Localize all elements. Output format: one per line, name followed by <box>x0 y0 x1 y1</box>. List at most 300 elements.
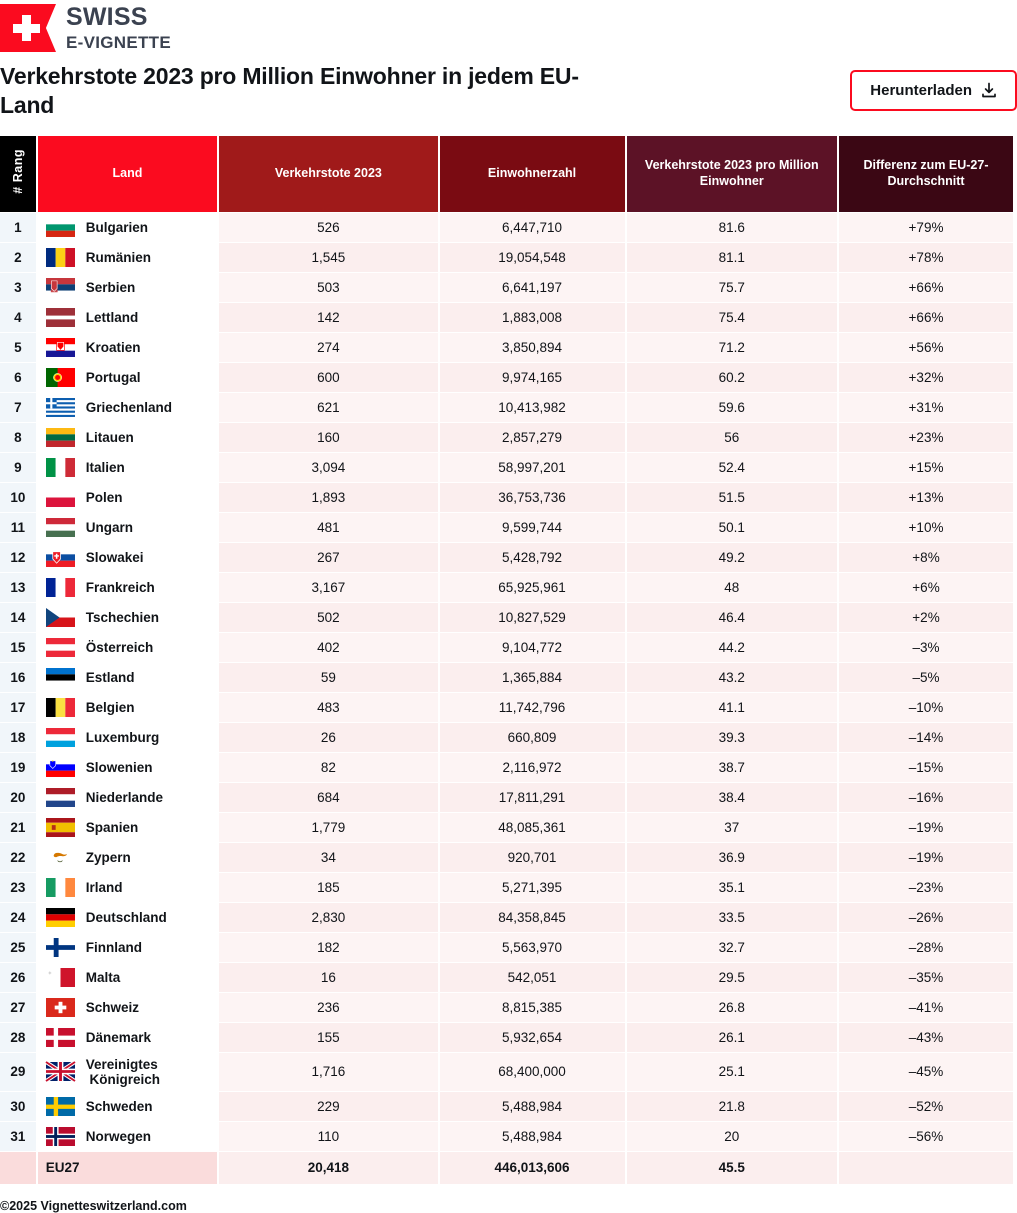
column-header-rank-label: # Rang <box>10 149 25 194</box>
flag-icon-ie <box>46 878 75 897</box>
cell-land <box>38 963 217 992</box>
cell-per-million: 39.3 <box>627 723 837 752</box>
cell-population: 65,925,961 <box>440 573 625 602</box>
cell-rank: 28 <box>0 1023 36 1052</box>
cell-diff: –15% <box>839 753 1013 782</box>
country-name: Norwegen <box>85 1128 151 1144</box>
cell-deaths: 236 <box>219 993 437 1022</box>
table-row <box>0 633 1013 662</box>
cell-diff: –43% <box>839 1023 1013 1052</box>
cell-population: 5,932,654 <box>440 1023 625 1052</box>
cell-diff: +2% <box>839 603 1013 632</box>
cell-land <box>38 723 217 752</box>
cell-rank: 12 <box>0 543 36 572</box>
cell-deaths: 402 <box>219 633 437 662</box>
copyright-text: ©2025 Vignetteswitzerland.com <box>0 1198 187 1213</box>
country-name: Irland <box>85 879 123 895</box>
flag-icon-si <box>46 758 75 777</box>
cell-diff: +6% <box>839 573 1013 602</box>
flag-icon-cz <box>46 608 75 627</box>
flag-icon-be <box>46 698 75 717</box>
swiss-flag-icon <box>0 4 56 52</box>
cell-deaths: 59 <box>219 663 437 692</box>
country-name: Spanien <box>85 819 139 835</box>
cell-per-million: 50.1 <box>627 513 837 542</box>
country-name: Litauen <box>85 429 134 445</box>
cell-per-million: 36.9 <box>627 843 837 872</box>
cell-total-rank <box>0 1152 36 1184</box>
cell-diff: +13% <box>839 483 1013 512</box>
cell-land <box>38 243 217 272</box>
country-name: Ungarn <box>85 519 133 535</box>
column-header-rank[interactable] <box>0 136 36 212</box>
cell-rank: 18 <box>0 723 36 752</box>
country-name: Estland <box>85 669 135 685</box>
table-row <box>0 423 1013 452</box>
cell-deaths: 110 <box>219 1122 437 1151</box>
cell-population: 58,997,201 <box>440 453 625 482</box>
table-row <box>0 933 1013 962</box>
cell-diff: –28% <box>839 933 1013 962</box>
cell-land <box>38 813 217 842</box>
cell-population: 2,857,279 <box>440 423 625 452</box>
flag-icon-ro <box>46 248 75 267</box>
cell-land <box>38 333 217 362</box>
cell-deaths: 160 <box>219 423 437 452</box>
country-name: Österreich <box>85 639 154 655</box>
cell-rank: 17 <box>0 693 36 722</box>
cell-rank: 24 <box>0 903 36 932</box>
cell-diff: –5% <box>839 663 1013 692</box>
cell-diff: –56% <box>839 1122 1013 1151</box>
cell-land <box>38 933 217 962</box>
country-name: Lettland <box>85 309 139 325</box>
cell-per-million: 46.4 <box>627 603 837 632</box>
country-name: Finnland <box>85 939 142 955</box>
cell-rank: 19 <box>0 753 36 782</box>
table-row <box>0 753 1013 782</box>
cell-population: 17,811,291 <box>440 783 625 812</box>
cell-land <box>38 753 217 782</box>
flag-icon-pl <box>46 488 75 507</box>
cell-rank: 14 <box>0 603 36 632</box>
cell-per-million: 75.7 <box>627 273 837 302</box>
cell-diff: –19% <box>839 843 1013 872</box>
cell-per-million: 33.5 <box>627 903 837 932</box>
country-name: Luxemburg <box>85 729 160 745</box>
cell-diff: –35% <box>839 963 1013 992</box>
table-row <box>0 1092 1013 1121</box>
cell-population: 5,563,970 <box>440 933 625 962</box>
country-name: Deutschland <box>85 909 167 925</box>
cell-deaths: 3,167 <box>219 573 437 602</box>
footer <box>0 1199 1017 1213</box>
cell-diff: –52% <box>839 1092 1013 1121</box>
stats-table <box>0 135 1015 1185</box>
page-title: Verkehrstote 2023 pro Million Einwohner in jedem EU-Land <box>0 63 579 119</box>
country-name: Malta <box>85 969 121 985</box>
cell-total-land <box>38 1152 217 1184</box>
cell-land <box>38 273 217 302</box>
flag-icon-gr <box>46 398 75 417</box>
cell-deaths: 229 <box>219 1092 437 1121</box>
cell-deaths: 185 <box>219 873 437 902</box>
cell-deaths: 155 <box>219 1023 437 1052</box>
cell-diff: –23% <box>839 873 1013 902</box>
cell-deaths: 34 <box>219 843 437 872</box>
cell-diff: +8% <box>839 543 1013 572</box>
cell-land <box>38 573 217 602</box>
cell-land <box>38 693 217 722</box>
table-row <box>0 1053 1013 1091</box>
cell-deaths: 267 <box>219 543 437 572</box>
cell-deaths: 274 <box>219 333 437 362</box>
cell-per-million: 38.4 <box>627 783 837 812</box>
table-row <box>0 393 1013 422</box>
cell-rank: 4 <box>0 303 36 332</box>
flag-icon-cy <box>46 848 75 867</box>
cell-per-million: 71.2 <box>627 333 837 362</box>
cell-rank: 8 <box>0 423 36 452</box>
cell-population: 3,850,894 <box>440 333 625 362</box>
table-row <box>0 783 1013 812</box>
country-name: Zypern <box>85 849 131 865</box>
column-header-land[interactable]: Land <box>38 136 217 212</box>
cell-land <box>38 423 217 452</box>
cell-land <box>38 663 217 692</box>
cell-diff: +32% <box>839 363 1013 392</box>
flag-icon-sk <box>46 548 75 567</box>
cell-land <box>38 843 217 872</box>
column-header-deaths[interactable]: Verkehrstote 2023 <box>219 136 437 212</box>
flag-icon-ch <box>46 998 75 1017</box>
cell-diff: –10% <box>839 693 1013 722</box>
cell-diff: –14% <box>839 723 1013 752</box>
cell-rank: 11 <box>0 513 36 542</box>
cell-rank: 5 <box>0 333 36 362</box>
table-row <box>0 693 1013 722</box>
table-header-row <box>0 136 1013 212</box>
cell-per-million: 26.8 <box>627 993 837 1022</box>
cell-diff: –19% <box>839 813 1013 842</box>
cell-population: 10,413,982 <box>440 393 625 422</box>
table-row <box>0 903 1013 932</box>
table-row <box>0 483 1013 512</box>
cell-population: 920,701 <box>440 843 625 872</box>
cell-land <box>38 363 217 392</box>
cell-deaths: 26 <box>219 723 437 752</box>
cell-per-million: 38.7 <box>627 753 837 782</box>
cell-deaths: 481 <box>219 513 437 542</box>
cell-land <box>38 453 217 482</box>
cell-per-million: 56 <box>627 423 837 452</box>
cell-rank: 31 <box>0 1122 36 1151</box>
cell-diff: +56% <box>839 333 1013 362</box>
flag-icon-lt <box>46 428 75 447</box>
cell-rank: 1 <box>0 213 36 242</box>
cell-deaths: 1,893 <box>219 483 437 512</box>
cell-population: 84,358,845 <box>440 903 625 932</box>
table-row <box>0 963 1013 992</box>
table-row <box>0 513 1013 542</box>
cell-deaths: 16 <box>219 963 437 992</box>
flag-icon-pt <box>46 368 75 387</box>
cell-diff: +31% <box>839 393 1013 422</box>
download-button-label: Herunterladen <box>870 82 972 99</box>
column-header-population[interactable]: Einwohnerzahl <box>440 136 625 212</box>
cell-rank: 3 <box>0 273 36 302</box>
table-body <box>0 213 1013 1184</box>
cell-diff: +79% <box>839 213 1013 242</box>
cell-deaths: 182 <box>219 933 437 962</box>
cell-rank: 10 <box>0 483 36 512</box>
table-row <box>0 813 1013 842</box>
flag-icon-de <box>46 908 75 927</box>
cell-per-million: 51.5 <box>627 483 837 512</box>
country-name: Slowenien <box>85 759 153 775</box>
cell-deaths: 483 <box>219 693 437 722</box>
column-header-per-million[interactable]: Verkehrstote 2023 pro Million Einwohner <box>627 136 837 212</box>
cell-population: 5,271,395 <box>440 873 625 902</box>
cell-land <box>38 513 217 542</box>
cell-per-million: 43.2 <box>627 663 837 692</box>
country-name: Serbien <box>85 279 136 295</box>
cell-rank: 21 <box>0 813 36 842</box>
cell-per-million: 75.4 <box>627 303 837 332</box>
cell-deaths: 142 <box>219 303 437 332</box>
flag-icon-nl <box>46 788 75 807</box>
cell-land <box>38 393 217 422</box>
cell-per-million: 41.1 <box>627 693 837 722</box>
cell-deaths: 600 <box>219 363 437 392</box>
cell-per-million: 21.8 <box>627 1092 837 1121</box>
cell-population: 6,641,197 <box>440 273 625 302</box>
flag-icon-hu <box>46 518 75 537</box>
cell-land <box>38 483 217 512</box>
cell-diff: +15% <box>839 453 1013 482</box>
cell-total-deaths: 20,418 <box>219 1152 437 1184</box>
country-name: Italien <box>85 459 125 475</box>
cell-diff: –45% <box>839 1053 1013 1091</box>
table-row <box>0 363 1013 392</box>
flag-icon-lu <box>46 728 75 747</box>
flag-icon-hr <box>46 338 75 357</box>
flag-icon-fr <box>46 578 75 597</box>
cell-land <box>38 1122 217 1151</box>
cell-land <box>38 213 217 242</box>
country-name: Niederlande <box>85 789 164 805</box>
cell-population: 5,488,984 <box>440 1122 625 1151</box>
cell-rank: 25 <box>0 933 36 962</box>
brand-wordmark <box>66 5 171 51</box>
cell-rank: 29 <box>0 1053 36 1091</box>
table-row <box>0 543 1013 572</box>
brand-line-1: SWISS <box>66 3 148 31</box>
cell-population: 5,488,984 <box>440 1092 625 1121</box>
cell-deaths: 1,716 <box>219 1053 437 1091</box>
cell-rank: 2 <box>0 243 36 272</box>
cell-population: 19,054,548 <box>440 243 625 272</box>
cell-deaths: 82 <box>219 753 437 782</box>
cell-deaths: 684 <box>219 783 437 812</box>
cell-rank: 13 <box>0 573 36 602</box>
cell-per-million: 60.2 <box>627 363 837 392</box>
cell-land <box>38 543 217 572</box>
cell-diff: –41% <box>839 993 1013 1022</box>
table-row <box>0 573 1013 602</box>
cell-per-million: 35.1 <box>627 873 837 902</box>
cell-rank: 7 <box>0 393 36 422</box>
cell-per-million: 81.6 <box>627 213 837 242</box>
table-row <box>0 663 1013 692</box>
download-button[interactable] <box>850 70 1017 111</box>
flag-icon-ee <box>46 668 75 687</box>
cell-population: 2,116,972 <box>440 753 625 782</box>
cell-diff: +66% <box>839 303 1013 332</box>
cell-deaths: 1,545 <box>219 243 437 272</box>
cell-land <box>38 633 217 662</box>
cell-land <box>38 1053 217 1091</box>
flag-icon-no <box>46 1127 75 1146</box>
country-name: Tschechien <box>85 609 160 625</box>
table-row <box>0 843 1013 872</box>
flag-icon-bg <box>46 218 75 237</box>
country-name: Griechenland <box>85 399 173 415</box>
cell-per-million: 81.1 <box>627 243 837 272</box>
cell-population: 1,365,884 <box>440 663 625 692</box>
cell-per-million: 48 <box>627 573 837 602</box>
cell-per-million: 20 <box>627 1122 837 1151</box>
table-row <box>0 333 1013 362</box>
table-row <box>0 723 1013 752</box>
download-icon <box>981 82 997 99</box>
cell-per-million: 49.2 <box>627 543 837 572</box>
cell-diff: –26% <box>839 903 1013 932</box>
country-name: Schweden <box>85 1098 153 1114</box>
cell-population: 48,085,361 <box>440 813 625 842</box>
cell-land <box>38 303 217 332</box>
table-row <box>0 873 1013 902</box>
cell-population: 1,883,008 <box>440 303 625 332</box>
brand-line-2: E-VIGNETTE <box>66 33 172 52</box>
cell-population: 660,809 <box>440 723 625 752</box>
cell-rank: 30 <box>0 1092 36 1121</box>
cell-rank: 27 <box>0 993 36 1022</box>
cell-rank: 26 <box>0 963 36 992</box>
flag-icon-dk <box>46 1028 75 1047</box>
cell-population: 9,599,744 <box>440 513 625 542</box>
cell-deaths: 3,094 <box>219 453 437 482</box>
cell-population: 542,051 <box>440 963 625 992</box>
cell-deaths: 1,779 <box>219 813 437 842</box>
flag-icon-mt <box>46 968 75 987</box>
flag-icon-se <box>46 1097 75 1116</box>
cell-population: 11,742,796 <box>440 693 625 722</box>
cell-diff: +23% <box>839 423 1013 452</box>
cell-population: 68,400,000 <box>440 1053 625 1091</box>
cell-rank: 6 <box>0 363 36 392</box>
cell-per-million: 26.1 <box>627 1023 837 1052</box>
table-row <box>0 213 1013 242</box>
cell-per-million: 29.5 <box>627 963 837 992</box>
flag-icon-es <box>46 818 75 837</box>
cell-land <box>38 783 217 812</box>
cell-rank: 15 <box>0 633 36 662</box>
total-label: EU27 <box>45 1160 80 1176</box>
cell-land <box>38 993 217 1022</box>
column-header-diff[interactable]: Differenz zum EU-27-Durchschnitt <box>839 136 1013 212</box>
brand-header <box>0 0 1017 52</box>
country-name: Belgien <box>85 699 135 715</box>
table-row <box>0 243 1013 272</box>
cell-rank: 22 <box>0 843 36 872</box>
flag-icon-it <box>46 458 75 477</box>
cell-total-diff <box>839 1152 1013 1184</box>
cell-diff: +66% <box>839 273 1013 302</box>
country-name: Kroatien <box>85 339 141 355</box>
cell-rank: 23 <box>0 873 36 902</box>
cell-diff: –16% <box>839 783 1013 812</box>
cell-per-million: 52.4 <box>627 453 837 482</box>
flag-icon-fi <box>46 938 75 957</box>
cell-population: 6,447,710 <box>440 213 625 242</box>
table-row <box>0 453 1013 482</box>
cell-deaths: 503 <box>219 273 437 302</box>
cell-population: 8,815,385 <box>440 993 625 1022</box>
flag-icon-at <box>46 638 75 657</box>
cell-diff: +78% <box>839 243 1013 272</box>
table-row <box>0 1122 1013 1151</box>
title-row <box>0 62 1017 121</box>
table-row <box>0 603 1013 632</box>
cell-population: 10,827,529 <box>440 603 625 632</box>
table-row <box>0 273 1013 302</box>
cell-rank: 16 <box>0 663 36 692</box>
cell-deaths: 2,830 <box>219 903 437 932</box>
cell-per-million: 59.6 <box>627 393 837 422</box>
cell-per-million: 37 <box>627 813 837 842</box>
cell-total-per-million: 45.5 <box>627 1152 837 1184</box>
country-name: Dänemark <box>85 1029 152 1045</box>
cell-diff: +10% <box>839 513 1013 542</box>
table-row <box>0 993 1013 1022</box>
country-name: Rumänien <box>85 249 151 265</box>
cell-population: 36,753,736 <box>440 483 625 512</box>
country-name: Polen <box>85 489 123 505</box>
cell-population: 9,974,165 <box>440 363 625 392</box>
flag-icon-lv <box>46 308 75 327</box>
cell-rank: 20 <box>0 783 36 812</box>
cell-land <box>38 1092 217 1121</box>
country-name: Vereinigtes Königreich <box>85 1056 160 1087</box>
cell-rank: 9 <box>0 453 36 482</box>
table-row <box>0 303 1013 332</box>
table-header <box>0 136 1013 212</box>
flag-icon-gb <box>46 1062 75 1081</box>
cell-land <box>38 903 217 932</box>
country-name: Portugal <box>85 369 141 385</box>
cell-per-million: 25.1 <box>627 1053 837 1091</box>
flag-icon-rs <box>46 278 75 297</box>
cell-population: 9,104,772 <box>440 633 625 662</box>
cell-population: 5,428,792 <box>440 543 625 572</box>
country-name: Bulgarien <box>85 219 148 235</box>
country-name: Frankreich <box>85 579 155 595</box>
cell-total-population: 446,013,606 <box>440 1152 625 1184</box>
cell-deaths: 502 <box>219 603 437 632</box>
cell-deaths: 621 <box>219 393 437 422</box>
country-name: Schweiz <box>85 999 140 1015</box>
